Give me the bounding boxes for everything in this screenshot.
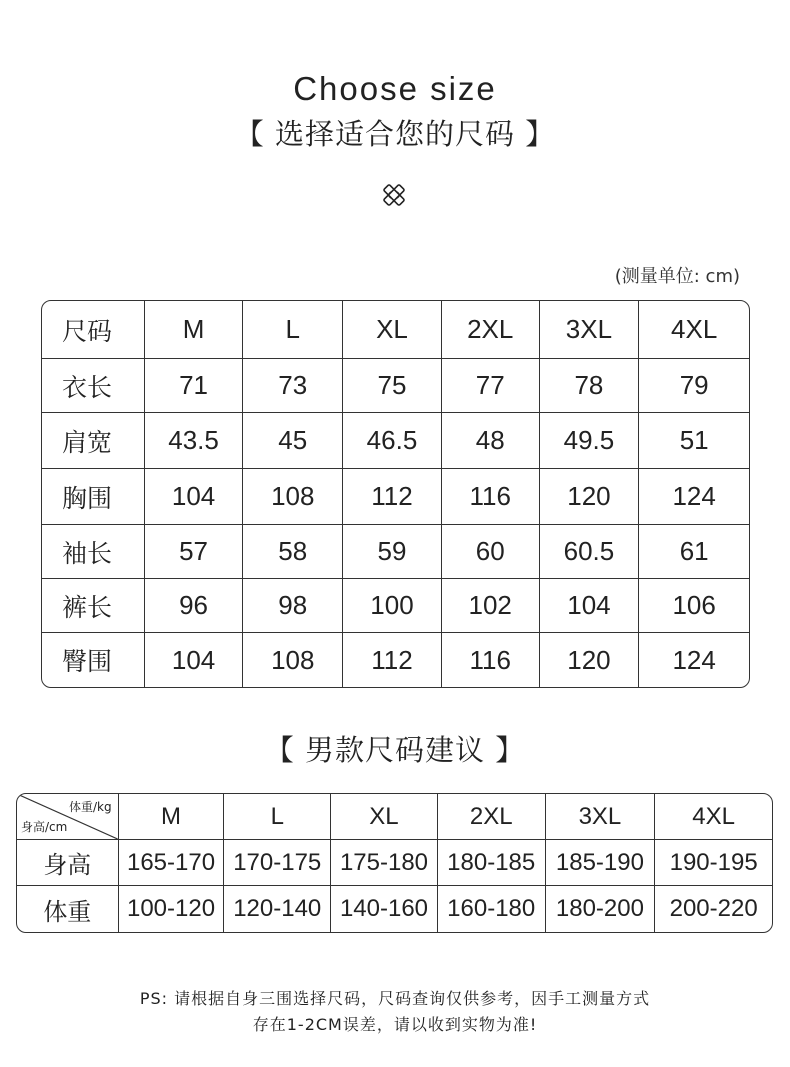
corner-label-height: 身高/cm: [21, 820, 68, 834]
table-cell: 60: [442, 525, 540, 579]
table-cell: 100-120: [119, 886, 225, 932]
header-cell: L: [224, 794, 331, 840]
table-cell: 180-200: [546, 886, 656, 932]
table-cell: 116: [442, 633, 540, 687]
table-cell: 185-190: [546, 840, 656, 886]
table-cell: 140-160: [331, 886, 438, 932]
table-cell: 104: [145, 469, 244, 525]
ps-line-2: 存在1-2CM误差，请以收到实物为准!: [252, 1015, 538, 1034]
header-cell: M: [119, 794, 225, 840]
table-row: [42, 633, 749, 687]
corner-cell: [17, 794, 119, 840]
table-row: [42, 579, 749, 633]
table-cell: 180-185: [438, 840, 546, 886]
table-cell: 175-180: [331, 840, 438, 886]
table-row: [42, 525, 749, 579]
table-cell: 48: [442, 413, 540, 469]
row-label: 身高: [17, 840, 119, 886]
table-row: [42, 359, 749, 413]
ps-line-1: PS: 请根据自身三围选择尺码，尺码查询仅供参考，因手工测量方式: [139, 989, 651, 1008]
title-english: Choose size: [293, 70, 497, 107]
table-row: [42, 413, 749, 469]
row-label: 肩宽: [42, 413, 145, 469]
table-cell: 61: [639, 525, 749, 579]
recommend-title: 【 男款尺码建议 】: [264, 733, 526, 767]
table-cell: 112: [343, 469, 442, 525]
title-chinese: 【 选择适合您的尺码 】: [234, 117, 556, 151]
header-cell: M: [145, 301, 244, 359]
header-cell: 尺码: [42, 301, 145, 359]
ps-note: [0, 986, 790, 1038]
row-label: 体重: [17, 886, 119, 932]
header-cell: 2XL: [442, 301, 540, 359]
header-cell: L: [243, 301, 343, 359]
header-cell: 4XL: [655, 794, 772, 840]
table-cell: 79: [639, 359, 749, 413]
corner-label-weight: 体重/kg: [69, 800, 112, 814]
table-cell: 200-220: [669, 895, 758, 922]
table-cell: 49.5: [540, 413, 640, 469]
table-cell: 78: [540, 359, 640, 413]
recommend-header-row: [17, 794, 772, 840]
table-cell: 165-170: [119, 840, 225, 886]
recommend-table: [16, 793, 773, 933]
table-cell: 170-175: [224, 840, 331, 886]
table-row: [42, 469, 749, 525]
measuring-tape-icon: [380, 181, 408, 209]
table-cell: 104: [540, 579, 640, 633]
row-label: 裤长: [42, 579, 145, 633]
table-cell: 160-180: [438, 886, 546, 932]
row-label: 袖长: [42, 525, 145, 579]
table-cell: 46.5: [343, 413, 442, 469]
table-cell: 71: [145, 359, 244, 413]
header-cell: 4XL: [639, 301, 749, 359]
row-label: 胸围: [42, 469, 145, 525]
table-cell: 100: [343, 579, 442, 633]
table-cell: 120-140: [224, 886, 331, 932]
header-cell: 2XL: [438, 794, 546, 840]
table-row: [17, 840, 772, 886]
table-cell: 124: [639, 469, 749, 525]
table-cell: 77: [442, 359, 540, 413]
header-cell: 3XL: [546, 794, 656, 840]
table-cell: 43.5: [145, 413, 244, 469]
table-cell: 108: [243, 469, 343, 525]
table-cell: 75: [343, 359, 442, 413]
row-label: 臀围: [42, 633, 145, 687]
table-cell: 45: [243, 413, 343, 469]
size-header-row: [42, 301, 749, 359]
table-cell: 73: [243, 359, 343, 413]
size-table: [41, 300, 750, 688]
table-cell: 124: [672, 644, 716, 675]
table-cell: 120: [540, 633, 640, 687]
table-row: [17, 886, 772, 932]
table-cell: 108: [243, 633, 343, 687]
header-cell: XL: [343, 301, 442, 359]
unit-note: (测量单位: cm): [614, 266, 740, 287]
table-cell: 60.5: [540, 525, 640, 579]
table-cell: 120: [540, 469, 640, 525]
table-cell: 112: [343, 633, 442, 687]
table-cell: 102: [442, 579, 540, 633]
table-cell: 116: [442, 469, 540, 525]
header-cell: XL: [331, 794, 438, 840]
row-label: 衣长: [42, 359, 145, 413]
table-cell: 104: [145, 633, 244, 687]
table-cell: 106: [639, 579, 749, 633]
table-cell: 59: [343, 525, 442, 579]
table-cell: 57: [145, 525, 244, 579]
table-cell: 190-195: [655, 840, 772, 886]
table-cell: 98: [243, 579, 343, 633]
table-cell: 96: [145, 579, 244, 633]
table-cell: 58: [243, 525, 343, 579]
table-cell: 51: [639, 413, 749, 469]
header-cell: 3XL: [540, 301, 640, 359]
